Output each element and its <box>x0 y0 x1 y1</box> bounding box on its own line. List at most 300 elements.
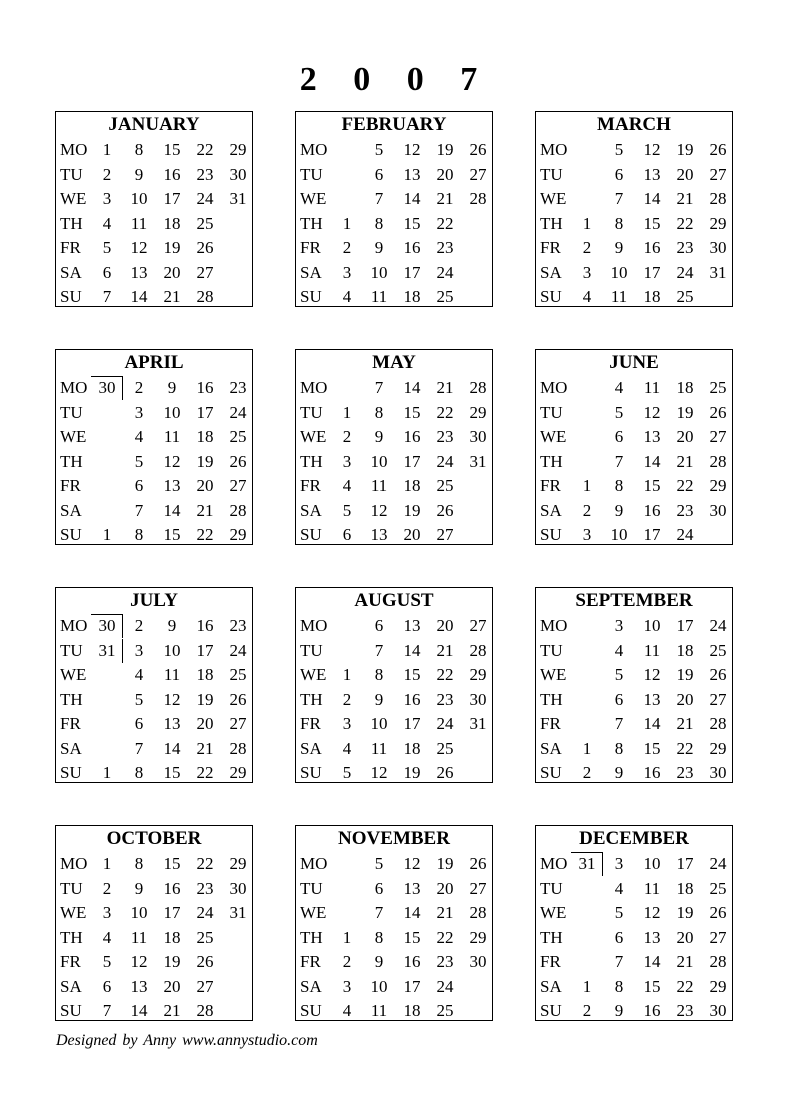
date-cell: 16 <box>403 689 421 709</box>
weekday-label: TU <box>540 402 563 422</box>
date-cell: 18 <box>403 738 421 758</box>
date-cell: 1 <box>582 213 592 233</box>
date-cell: 7 <box>614 189 624 208</box>
week-row-sa <box>56 261 252 285</box>
date-cell: 26 <box>436 763 454 782</box>
weekday-label: SA <box>540 262 562 282</box>
date-cell: 29 <box>469 402 487 422</box>
overflow-bracket <box>571 852 603 876</box>
date-cell: 23 <box>676 1001 694 1020</box>
weekday-label: SA <box>300 738 322 758</box>
weekday-label: SA <box>60 500 82 520</box>
week-row-mo <box>56 138 252 162</box>
date-cell: 24 <box>676 525 694 544</box>
date-cell: 18 <box>196 427 214 446</box>
date-cell: 20 <box>436 878 454 898</box>
date-cell: 11 <box>163 665 181 684</box>
date-cell: 10 <box>130 903 148 922</box>
date-cell: 11 <box>130 927 148 947</box>
date-cell: 20 <box>676 927 694 947</box>
date-cell: 3 <box>102 189 112 208</box>
date-cell: 31 <box>229 903 247 922</box>
date-cell: 30 <box>469 952 487 971</box>
weekday-label: TU <box>300 402 323 422</box>
date-cell: 2 <box>342 689 352 709</box>
date-cell: 10 <box>130 189 148 208</box>
date-cell: 16 <box>196 378 214 397</box>
date-cell: 7 <box>614 714 624 733</box>
overflow-bracket-top <box>571 852 603 853</box>
date-cell: 10 <box>370 262 388 282</box>
date-cell: 12 <box>403 140 421 159</box>
date-cell: 24 <box>436 451 454 471</box>
date-cell: 6 <box>614 927 624 947</box>
date-cell: 8 <box>374 213 384 233</box>
date-cell: 12 <box>163 451 181 471</box>
date-cell: 9 <box>167 378 177 397</box>
weekday-label: MO <box>300 616 328 635</box>
date-cell: 1 <box>582 976 592 996</box>
overflow-bracket <box>91 639 123 663</box>
date-cell: 22 <box>196 763 214 782</box>
date-cell: 5 <box>614 140 624 159</box>
date-cell: 21 <box>436 640 454 660</box>
date-cell: 14 <box>130 287 148 306</box>
date-cell: 22 <box>436 927 454 947</box>
week-row-th <box>536 450 732 474</box>
date-cell: 19 <box>196 451 214 471</box>
month-june <box>535 349 733 545</box>
weekday-label: MO <box>60 140 88 159</box>
date-cell: 27 <box>436 525 454 544</box>
date-cell: 18 <box>163 927 181 947</box>
date-cell: 27 <box>229 714 247 733</box>
weekday-label: SU <box>300 287 322 306</box>
date-cell: 3 <box>614 854 624 873</box>
weekday-label: MO <box>540 140 568 159</box>
month-august <box>295 587 493 783</box>
week-row-fr <box>296 474 492 498</box>
date-cell: 8 <box>134 854 144 873</box>
week-row-th <box>536 926 732 950</box>
date-cell: 8 <box>374 402 384 422</box>
date-cell: 16 <box>643 763 661 782</box>
weekday-label: FR <box>300 238 321 257</box>
week-row-we <box>56 187 252 211</box>
date-cell: 23 <box>676 500 694 520</box>
date-cell: 11 <box>610 287 628 306</box>
date-cell: 30 <box>469 689 487 709</box>
week-row-th <box>56 688 252 712</box>
date-cell: 4 <box>134 665 144 684</box>
date-cell: 17 <box>676 854 694 873</box>
week-row-su <box>56 523 252 547</box>
date-cell: 14 <box>163 738 181 758</box>
date-cell: 27 <box>229 476 247 495</box>
date-cell: 24 <box>196 903 214 922</box>
date-cell: 18 <box>676 640 694 660</box>
date-cell: 11 <box>643 640 661 660</box>
date-cell: 1 <box>102 854 112 873</box>
date-cell: 7 <box>614 952 624 971</box>
date-cell: 18 <box>163 213 181 233</box>
date-cell: 12 <box>370 500 388 520</box>
overflow-bracket <box>91 376 123 400</box>
date-cell: 18 <box>403 1001 421 1020</box>
date-cell: 18 <box>196 665 214 684</box>
date-cell: 12 <box>643 903 661 922</box>
date-cell: 4 <box>342 738 352 758</box>
overflow-bracket <box>91 614 123 638</box>
week-row-th <box>296 450 492 474</box>
week-row-tu <box>536 401 732 425</box>
date-cell: 9 <box>374 427 384 446</box>
weekday-label: WE <box>540 427 567 446</box>
month-name: MARCH <box>597 114 671 135</box>
week-row-we <box>296 901 492 925</box>
date-cell: 26 <box>229 451 247 471</box>
weekday-label: WE <box>60 189 87 208</box>
date-cell: 20 <box>403 525 421 544</box>
date-cell: 29 <box>709 213 727 233</box>
date-cell: 9 <box>374 952 384 971</box>
date-cell: 23 <box>676 238 694 257</box>
date-cell: 1 <box>342 665 352 684</box>
date-cell: 22 <box>676 213 694 233</box>
date-cell: 20 <box>196 714 214 733</box>
month-name: JANUARY <box>108 114 200 135</box>
date-cell: 25 <box>709 378 727 397</box>
date-cell: 10 <box>643 854 661 873</box>
date-cell: 25 <box>436 738 454 758</box>
date-cell: 18 <box>403 287 421 306</box>
week-row-we <box>296 663 492 687</box>
weekday-label: TH <box>60 689 83 709</box>
weekday-label: SA <box>60 262 82 282</box>
week-row-tu <box>296 877 492 901</box>
date-cell: 23 <box>676 763 694 782</box>
weekday-label: FR <box>60 476 81 495</box>
date-cell: 4 <box>614 640 624 660</box>
month-september <box>535 587 733 783</box>
date-cell: 6 <box>342 525 352 544</box>
weekday-label: TH <box>300 213 323 233</box>
overflow-bracket-top <box>91 614 123 615</box>
weekday-label: SU <box>60 763 82 782</box>
date-cell: 31 <box>229 189 247 208</box>
weekday-label: TH <box>300 927 323 947</box>
week-row-we <box>296 187 492 211</box>
weekday-label: MO <box>300 378 328 397</box>
date-cell: 8 <box>134 763 144 782</box>
date-cell: 23 <box>196 878 214 898</box>
weekday-label: SU <box>540 1001 562 1020</box>
date-cell: 12 <box>130 952 148 971</box>
week-row-tu <box>56 639 252 663</box>
week-row-fr <box>56 474 252 498</box>
date-cell: 16 <box>196 616 214 635</box>
month-february <box>295 111 493 307</box>
week-row-th <box>536 212 732 236</box>
date-cell: 6 <box>614 427 624 446</box>
month-name: JUNE <box>609 352 659 373</box>
weekday-label: SA <box>300 262 322 282</box>
date-cell: 29 <box>709 476 727 495</box>
date-cell: 2 <box>134 378 144 397</box>
date-cell: 30 <box>98 378 116 397</box>
weekday-label: TH <box>60 927 83 947</box>
weekday-label: FR <box>60 238 81 257</box>
weekday-label: TU <box>540 878 563 898</box>
week-row-fr <box>536 236 732 260</box>
date-cell: 8 <box>134 140 144 159</box>
date-cell: 7 <box>374 189 384 208</box>
month-november <box>295 825 493 1021</box>
date-cell: 9 <box>374 689 384 709</box>
date-cell: 27 <box>709 427 727 446</box>
date-cell: 13 <box>403 164 421 184</box>
date-cell: 26 <box>196 238 214 257</box>
date-cell: 18 <box>643 287 661 306</box>
week-row-fr <box>296 712 492 736</box>
weekday-label: MO <box>300 854 328 873</box>
date-cell: 5 <box>134 451 144 471</box>
week-row-fr <box>56 950 252 974</box>
week-row-we <box>536 901 732 925</box>
date-cell: 30 <box>709 763 727 782</box>
date-cell: 22 <box>196 525 214 544</box>
date-cell: 21 <box>436 378 454 397</box>
weekday-label: WE <box>300 903 327 922</box>
date-cell: 2 <box>342 238 352 257</box>
date-cell: 15 <box>643 213 661 233</box>
date-cell: 14 <box>403 640 421 660</box>
date-cell: 22 <box>436 213 454 233</box>
date-cell: 8 <box>134 525 144 544</box>
date-cell: 5 <box>342 763 352 782</box>
date-cell: 1 <box>102 763 112 782</box>
date-cell: 24 <box>709 854 727 873</box>
date-cell: 17 <box>163 189 181 208</box>
date-cell: 3 <box>582 525 592 544</box>
date-cell: 14 <box>163 500 181 520</box>
weekday-label: MO <box>540 616 568 635</box>
date-cell: 4 <box>102 927 112 947</box>
date-cell: 19 <box>403 500 421 520</box>
date-cell: 26 <box>229 689 247 709</box>
date-cell: 12 <box>643 402 661 422</box>
date-cell: 25 <box>436 287 454 306</box>
date-cell: 14 <box>643 952 661 971</box>
date-cell: 6 <box>374 164 384 184</box>
date-cell: 5 <box>374 854 384 873</box>
date-cell: 24 <box>229 640 247 660</box>
date-cell: 11 <box>370 287 388 306</box>
date-cell: 2 <box>582 238 592 257</box>
date-cell: 6 <box>374 616 384 635</box>
date-cell: 17 <box>403 262 421 282</box>
date-cell: 22 <box>676 476 694 495</box>
week-row-we <box>536 187 732 211</box>
date-cell: 2 <box>102 164 112 184</box>
date-cell: 27 <box>469 878 487 898</box>
overflow-bracket-side <box>602 852 603 876</box>
date-cell: 16 <box>403 427 421 446</box>
date-cell: 15 <box>643 738 661 758</box>
date-cell: 12 <box>163 689 181 709</box>
weekday-label: SU <box>300 1001 322 1020</box>
week-row-th <box>56 450 252 474</box>
date-cell: 29 <box>229 525 247 544</box>
date-cell: 7 <box>614 451 624 471</box>
date-cell: 30 <box>229 878 247 898</box>
date-cell: 4 <box>342 287 352 306</box>
date-cell: 13 <box>163 476 181 495</box>
week-row-mo <box>536 614 732 638</box>
week-row-sa <box>536 261 732 285</box>
month-october <box>55 825 253 1021</box>
date-cell: 29 <box>709 738 727 758</box>
date-cell: 24 <box>436 714 454 733</box>
date-cell: 2 <box>342 952 352 971</box>
weekday-label: WE <box>540 903 567 922</box>
date-cell: 11 <box>163 427 181 446</box>
date-cell: 20 <box>436 164 454 184</box>
week-row-mo <box>536 852 732 876</box>
date-cell: 4 <box>614 878 624 898</box>
week-row-tu <box>536 639 732 663</box>
date-cell: 17 <box>163 903 181 922</box>
week-row-th <box>296 688 492 712</box>
week-row-sa <box>296 261 492 285</box>
weekday-label: WE <box>300 665 327 684</box>
date-cell: 9 <box>614 238 624 257</box>
month-april <box>55 349 253 545</box>
date-cell: 19 <box>676 140 694 159</box>
date-cell: 3 <box>134 640 144 660</box>
date-cell: 9 <box>614 500 624 520</box>
date-cell: 29 <box>469 927 487 947</box>
month-january <box>55 111 253 307</box>
date-cell: 13 <box>163 714 181 733</box>
date-cell: 1 <box>582 476 592 495</box>
date-cell: 14 <box>643 451 661 471</box>
date-cell: 8 <box>614 476 624 495</box>
week-row-tu <box>56 401 252 425</box>
date-cell: 15 <box>403 665 421 684</box>
date-cell: 23 <box>436 689 454 709</box>
date-cell: 26 <box>436 500 454 520</box>
date-cell: 30 <box>709 1001 727 1020</box>
date-cell: 21 <box>676 451 694 471</box>
weekday-label: SU <box>540 763 562 782</box>
date-cell: 17 <box>196 402 214 422</box>
date-cell: 20 <box>163 262 181 282</box>
date-cell: 10 <box>163 402 181 422</box>
date-cell: 1 <box>342 927 352 947</box>
date-cell: 8 <box>614 976 624 996</box>
week-row-mo <box>56 614 252 638</box>
date-cell: 20 <box>163 976 181 996</box>
week-row-mo <box>536 138 732 162</box>
week-row-we <box>56 663 252 687</box>
date-cell: 27 <box>709 689 727 709</box>
date-cell: 6 <box>102 262 112 282</box>
date-cell: 5 <box>614 665 624 684</box>
date-cell: 20 <box>676 427 694 446</box>
weekday-label: WE <box>540 189 567 208</box>
date-cell: 19 <box>676 402 694 422</box>
date-cell: 16 <box>163 878 181 898</box>
date-cell: 2 <box>102 878 112 898</box>
month-name: JULY <box>130 590 178 611</box>
date-cell: 17 <box>643 525 661 544</box>
weekday-label: SA <box>60 976 82 996</box>
date-cell: 15 <box>643 476 661 495</box>
weekday-label: FR <box>540 714 561 733</box>
date-cell: 10 <box>370 976 388 996</box>
overflow-bracket-side <box>122 614 123 638</box>
week-row-fr <box>56 712 252 736</box>
date-cell: 24 <box>196 189 214 208</box>
weekday-label: SA <box>60 738 82 758</box>
week-row-su <box>536 285 732 309</box>
date-cell: 22 <box>676 976 694 996</box>
date-cell: 20 <box>676 689 694 709</box>
weekday-label: MO <box>540 854 568 873</box>
date-cell: 28 <box>469 640 487 660</box>
week-row-su <box>536 523 732 547</box>
date-cell: 28 <box>469 903 487 922</box>
date-cell: 4 <box>582 287 592 306</box>
date-cell: 13 <box>403 616 421 635</box>
date-cell: 29 <box>229 140 247 159</box>
date-cell: 17 <box>403 714 421 733</box>
overflow-bracket-side <box>122 639 123 663</box>
date-cell: 21 <box>163 1001 181 1020</box>
date-cell: 10 <box>643 616 661 635</box>
week-row-sa <box>56 975 252 999</box>
date-cell: 19 <box>163 238 181 257</box>
date-cell: 17 <box>403 451 421 471</box>
date-cell: 3 <box>342 262 352 282</box>
date-cell: 7 <box>102 1001 112 1020</box>
weekday-label: TH <box>60 213 83 233</box>
date-cell: 10 <box>610 525 628 544</box>
date-cell: 13 <box>130 262 148 282</box>
week-row-fr <box>56 236 252 260</box>
date-cell: 9 <box>134 164 144 184</box>
date-cell: 28 <box>709 714 727 733</box>
date-cell: 14 <box>643 714 661 733</box>
date-cell: 15 <box>163 854 181 873</box>
week-row-sa <box>56 737 252 761</box>
week-row-fr <box>536 950 732 974</box>
month-may <box>295 349 493 545</box>
date-cell: 18 <box>403 476 421 495</box>
date-cell: 25 <box>196 213 214 233</box>
date-cell: 25 <box>229 665 247 684</box>
date-cell: 21 <box>676 189 694 208</box>
date-cell: 1 <box>102 525 112 544</box>
week-row-fr <box>296 950 492 974</box>
date-cell: 21 <box>676 714 694 733</box>
weekday-label: SA <box>540 738 562 758</box>
date-cell: 26 <box>709 402 727 422</box>
date-cell: 19 <box>196 689 214 709</box>
date-cell: 16 <box>163 164 181 184</box>
date-cell: 15 <box>163 140 181 159</box>
